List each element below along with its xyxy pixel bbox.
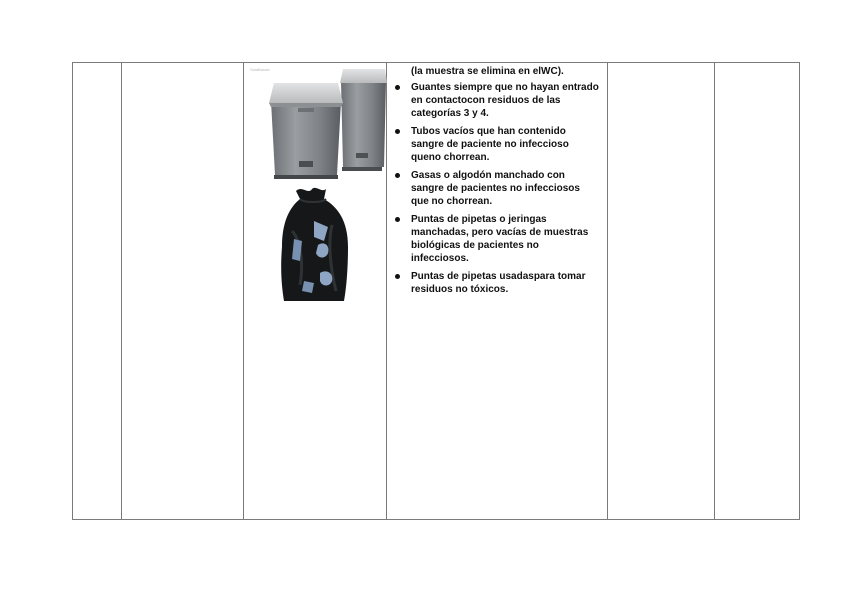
list-item: Puntas de pipetas usadaspara tomar residuos no tóxicos. — [388, 270, 599, 296]
continuation-line: (la muestra se elimina en elWC). — [411, 66, 564, 77]
black-bag — [281, 188, 348, 301]
back-bin — [340, 69, 387, 171]
list-item: Guantes siempre que no hayan entrado en contactocon residuos de las categorías 3 y 4. — [388, 81, 599, 120]
list-item: Gasas o algodón manchado con sangre de pacientes no infecciosos que no chorrean. — [388, 169, 599, 208]
waste-item-list — [388, 81, 609, 296]
front-bin — [269, 83, 343, 179]
black-bag-image — [244, 181, 387, 311]
waste-bins-image — [244, 63, 387, 183]
column-divider — [121, 63, 122, 519]
list-item: Puntas de pipetas o jeringas manchadas, pero vacías de muestras biológicas de pacientes no infecciosos. — [388, 213, 599, 265]
image-cell — [244, 63, 387, 313]
image-watermark: SalaBanda — [250, 67, 270, 72]
list-item: Tubos vacíos que han contenido sangre de paciente no infeccioso queno chorrean. — [388, 125, 599, 164]
column-divider — [714, 63, 715, 519]
text-cell — [388, 63, 609, 301]
waste-table — [72, 62, 800, 520]
